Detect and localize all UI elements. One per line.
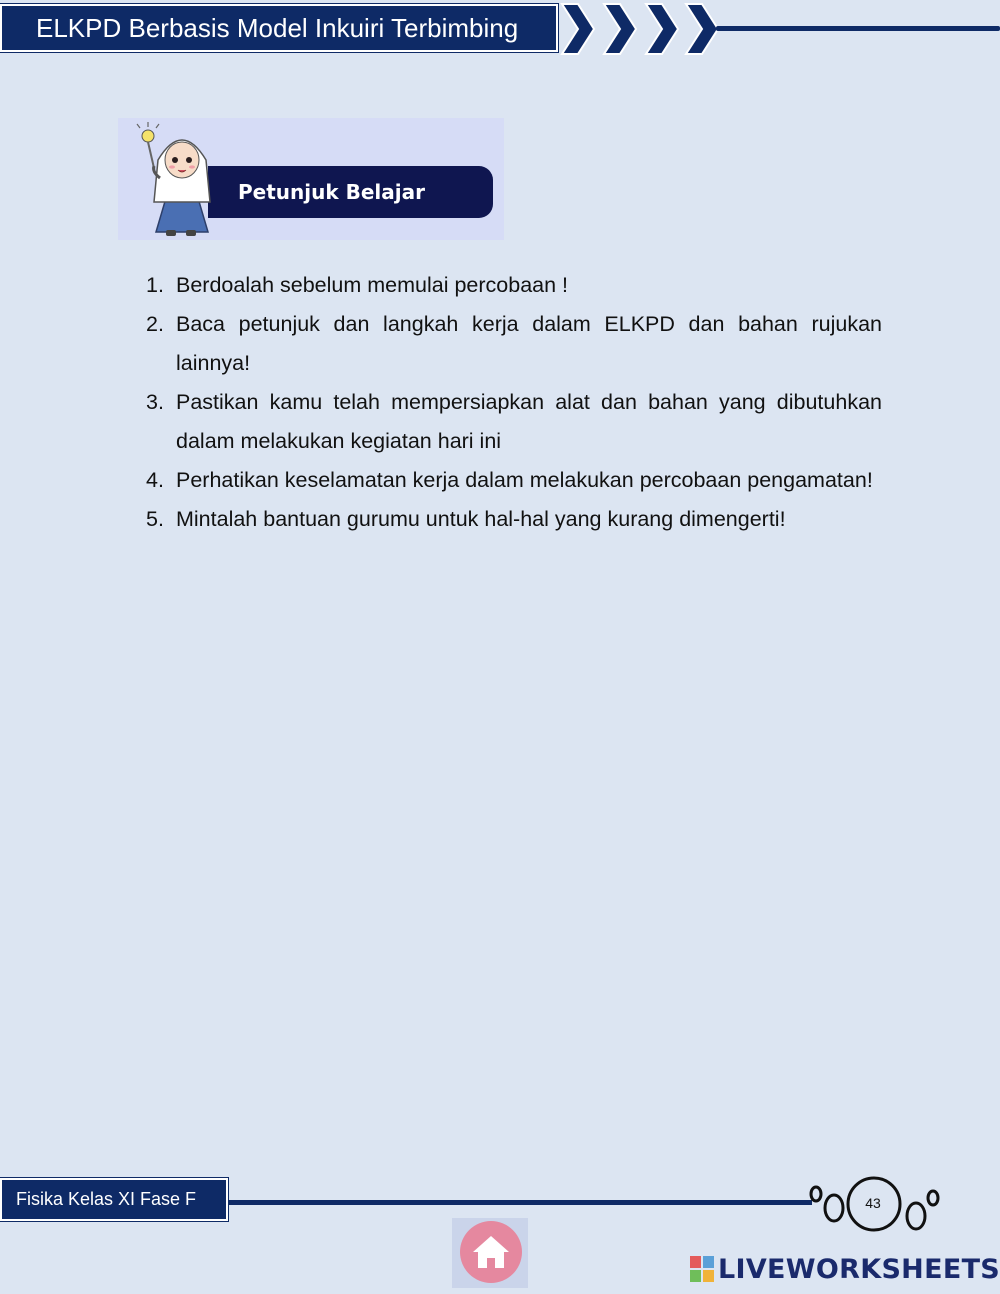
header-title: ELKPD Berbasis Model Inkuiri Terbimbing bbox=[0, 4, 558, 52]
step-text: Berdoalah sebelum memulai percobaan ! bbox=[176, 273, 569, 297]
chevron-arrows-icon bbox=[560, 2, 720, 56]
brand-name: LIVEWORKSHEETS bbox=[718, 1253, 1000, 1285]
step-number: 4. bbox=[146, 468, 164, 492]
step-text: Mintalah bantuan gurumu untuk hal-hal yang kurang dimengerti! bbox=[176, 507, 786, 531]
step-text: Pastikan kamu telah mempersiapkan alat dan bahan yang dibutuhkan dalam melakukan kegiatan hari ini bbox=[176, 390, 882, 453]
page-number: 43 bbox=[865, 1195, 881, 1211]
list-item bbox=[146, 500, 882, 539]
step-number: 1. bbox=[146, 273, 164, 297]
list-item bbox=[146, 305, 882, 383]
step-text: Perhatikan keselamatan kerja dalam melakukan percobaan pengamatan! bbox=[176, 468, 873, 492]
student-mascot-icon bbox=[128, 120, 228, 238]
list-item bbox=[146, 461, 882, 500]
step-number: 3. bbox=[146, 390, 164, 414]
banner-label: Petunjuk Belajar bbox=[238, 180, 425, 204]
liveworksheets-logo-icon bbox=[690, 1256, 714, 1282]
list-item bbox=[146, 383, 882, 461]
list-item bbox=[146, 266, 882, 305]
home-button[interactable] bbox=[452, 1218, 528, 1288]
home-icon bbox=[460, 1221, 522, 1283]
step-text: Baca petunjuk dan langkah kerja dalam ELKPD dan bahan rujukan lainnya! bbox=[176, 312, 882, 375]
step-number: 5. bbox=[146, 507, 164, 531]
instruction-list bbox=[146, 266, 882, 539]
step-number: 2. bbox=[146, 312, 164, 336]
section-banner bbox=[118, 118, 504, 240]
header-divider bbox=[716, 26, 1000, 31]
footer-divider bbox=[228, 1200, 812, 1205]
footer-subject: Fisika Kelas XI Fase F bbox=[0, 1178, 228, 1221]
liveworksheets-logo bbox=[690, 1252, 1000, 1286]
home-button-circle[interactable] bbox=[460, 1221, 522, 1283]
